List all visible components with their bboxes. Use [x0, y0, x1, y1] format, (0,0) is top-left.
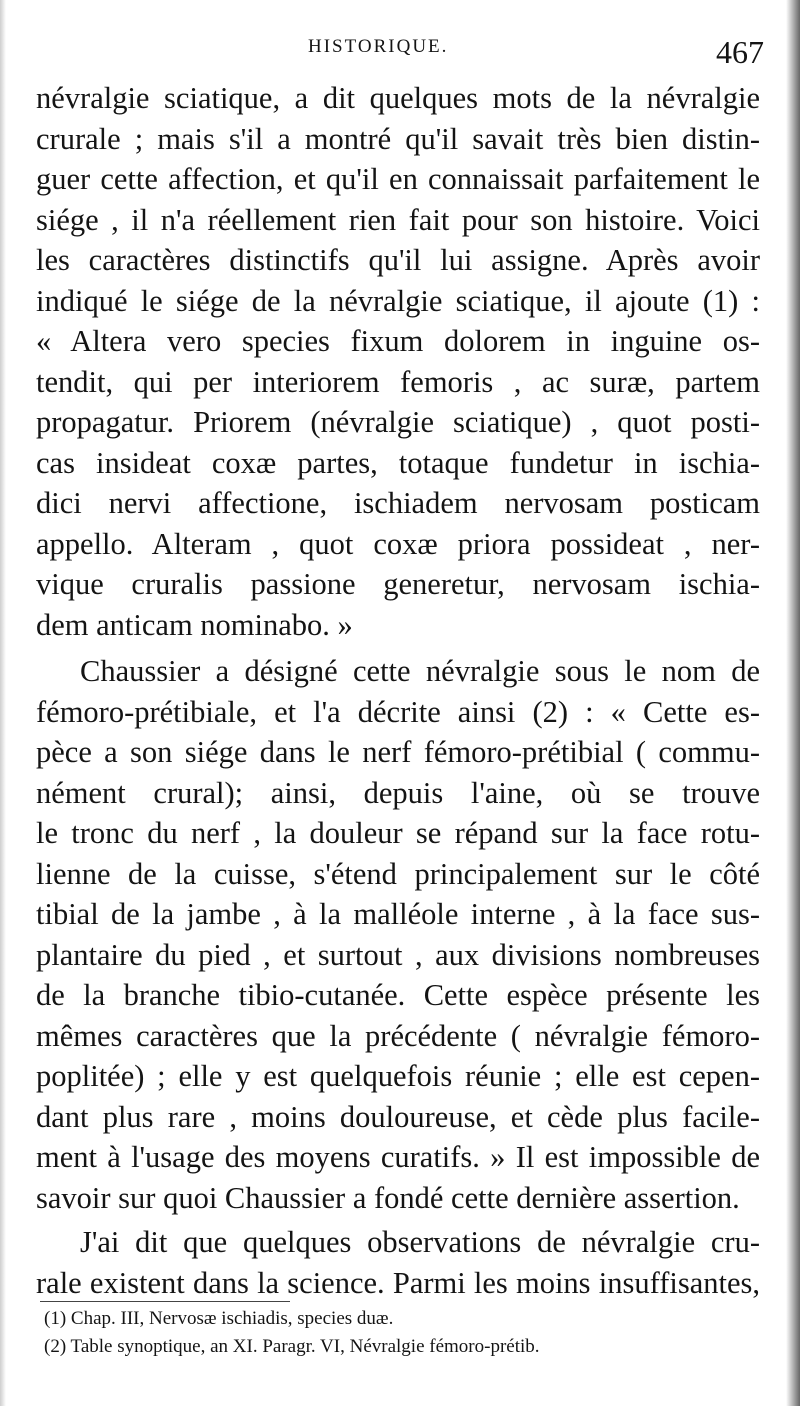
text-line: pèce a son siége dans le nerf fémoro-prétibial ( commu- [36, 735, 760, 769]
text-line: dant plus rare , moins douloureuse, et cède plus facile- [36, 1099, 760, 1134]
text-line: dici nervi affectione, ischiadem nervosam posticam [36, 486, 760, 520]
footnote-2: (2) Table synoptique, an XI. Paragr. VI, Névralgie fémoro-prétib. [44, 1336, 540, 1357]
text-line: rale existent dans la science. Parmi les moins insuffisantes, [36, 1265, 760, 1300]
text-line: lienne de la cuisse, s'étend principalement sur le côté [36, 856, 760, 891]
footnote-rule [40, 1301, 290, 1302]
text-line: propagatur. Priorem (névralgie sciatique) , quot posti- [36, 405, 760, 439]
paragraph-2 [36, 651, 760, 1218]
text-line: poplitée) ; elle y est quelquefois réunie ; elle est cepen- [36, 1059, 760, 1093]
page-number: 467 [716, 34, 764, 70]
text-line: vique cruralis passione generetur, nervosam ischia- [36, 567, 760, 601]
page-right-edge-shadow [786, 0, 800, 1406]
page-left-edge-shadow [0, 0, 6, 1406]
footnotes [44, 1305, 744, 1361]
text-line: appello. Alteram , quot coxæ priora possideat , ner- [36, 526, 760, 561]
running-head: HISTORIQUE. [308, 36, 449, 57]
text-line: dem anticam nominabo. » [36, 607, 353, 642]
body-text [36, 78, 760, 1303]
text-line: ment à l'usage des moyens curatifs. » Il est impossible de [36, 1140, 760, 1174]
text-line: mêmes caractères que la précédente ( névralgie fémoro- [36, 1018, 760, 1053]
text-line: indiqué le siége de la névralgie sciatique, il ajoute (1) : [36, 283, 760, 318]
text-line: « Altera vero species fixum dolorem in inguine os- [36, 324, 760, 358]
text-line: guer cette affection, et qu'il en connaissait parfaitement le [36, 162, 760, 196]
text-line: J'ai dit que quelques observations de névralgie cru- [80, 1225, 760, 1259]
text-line: cas insideat coxæ partes, totaque fundetur in ischia- [36, 445, 760, 480]
text-line: le tronc du nerf , la douleur se répand sur la face rotu- [36, 816, 760, 850]
text-line: les caractères distinctifs qu'il lui assigne. Après avoir [36, 243, 760, 277]
text-line: savoir sur quoi Chaussier a fondé cette dernière assertion. [36, 1180, 740, 1215]
text-line: crurale ; mais s'il a montré qu'il savait très bien distin- [36, 121, 760, 156]
paragraph-1 [36, 78, 760, 645]
text-line: nément crural); ainsi, depuis l'aine, où se trouve [36, 775, 760, 810]
text-line: Chaussier a désigné cette névralgie sous le nom de [80, 654, 760, 688]
text-line: siége , il n'a réellement rien fait pour son histoire. Voici [36, 202, 760, 237]
text-line: fémoro-prétibiale, et l'a décrite ainsi (2) : « Cette es- [36, 694, 760, 729]
footnote-1: (1) Chap. III, Nervosæ ischiadis, species duæ. [44, 1308, 394, 1329]
text-line: plantaire du pied , et surtout , aux divisions nombreuses [36, 937, 760, 972]
text-line: tibial de la jambe , à la malléole interne , à la face sus- [36, 897, 760, 931]
text-line: tendit, qui per interiorem femoris , ac suræ, partem [36, 364, 760, 399]
text-line: de la branche tibio-cutanée. Cette espèce présente les [36, 978, 760, 1012]
text-line: névralgie sciatique, a dit quelques mots de la névralgie [36, 81, 760, 115]
paragraph-3 [36, 1222, 760, 1303]
page-header [38, 34, 770, 74]
